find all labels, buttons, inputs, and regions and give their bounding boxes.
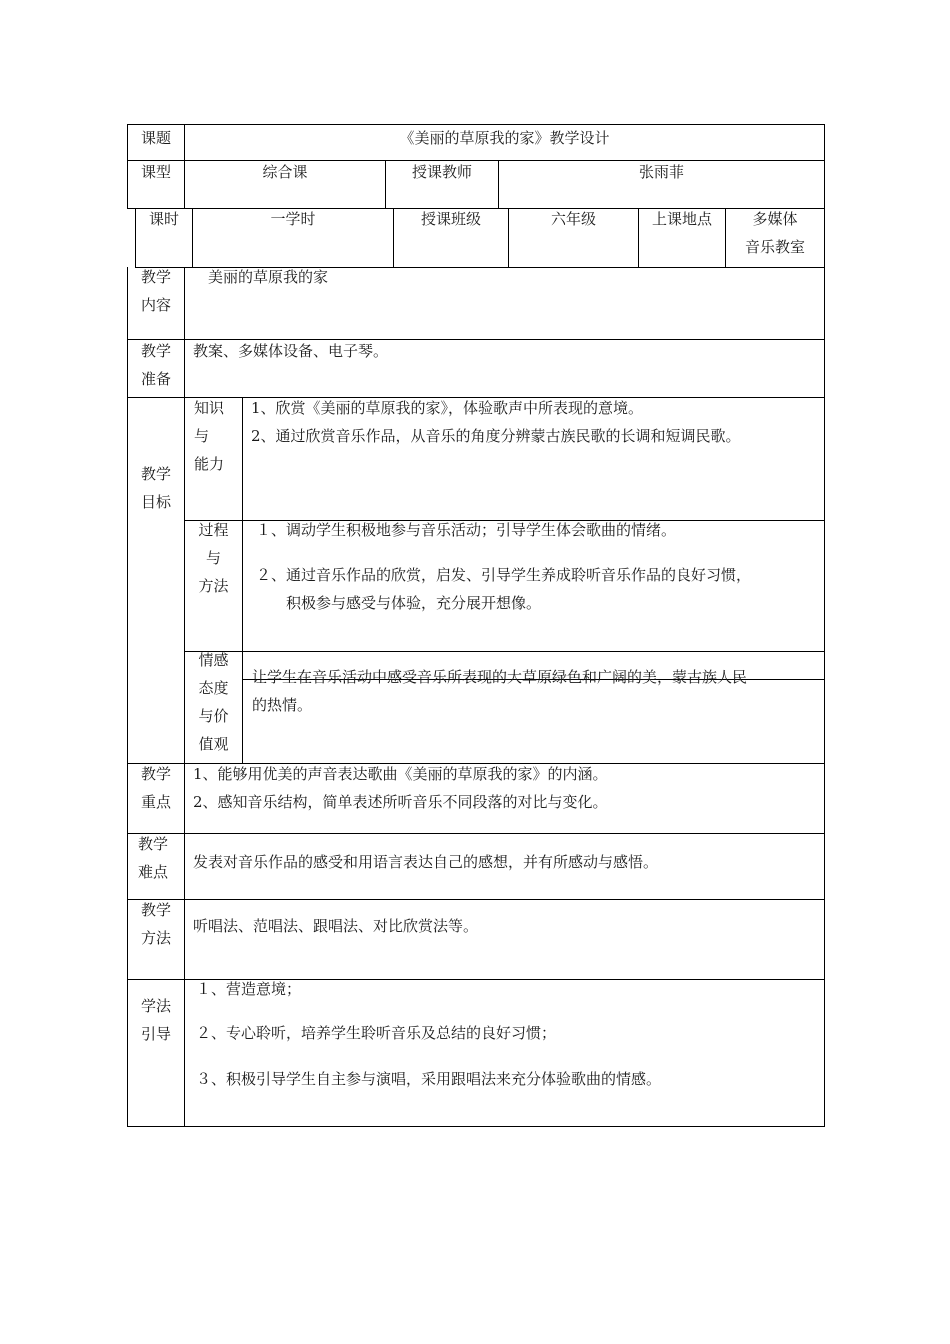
key-line-2: 2、感知音乐结构，简单表述所听音乐不同段落的对比与变化。 (193, 793, 608, 811)
process-label-line-2: 与 (205, 549, 221, 567)
knowledge-line-1: 1、欣赏《美丽的草原我的家》，体验歌声中所表现的意境。 (251, 399, 644, 417)
process-label-line-3: 方法 (198, 577, 229, 595)
study-label-line-2: 引导 (140, 1025, 171, 1043)
place-value-line-2: 音乐教室 (744, 238, 805, 256)
knowledge-label-line-3: 能力 (194, 455, 225, 473)
process-line-1: １、调动学生积极地参与音乐活动；引导学生体会歌曲的情绪。 (256, 521, 677, 539)
table-border (824, 208, 825, 267)
class-value: 六年级 (550, 210, 596, 228)
key-label-line-2: 重点 (140, 793, 171, 811)
process-line-2: ２、通过音乐作品的欣赏，启发、引导学生养成聆听音乐作品的良好习惯， (256, 566, 752, 584)
difficulty-label-line-2: 难点 (137, 863, 168, 881)
study-line-2: ２、专心聆听，培养学生聆听音乐及总结的良好习惯； (196, 1024, 557, 1042)
process-line-3: 积极参与感受与体验，充分展开想像。 (286, 594, 542, 612)
method-label-line-1: 教学 (140, 901, 171, 919)
type-value: 综合课 (262, 163, 308, 181)
teacher-value: 张雨菲 (638, 163, 684, 181)
study-line-3: ３、积极引导学生自主参与演唱，采用跟唱法来充分体验歌曲的情感。 (196, 1070, 662, 1088)
table-border (184, 651, 825, 652)
emotion-label-line-2: 态度 (198, 679, 229, 697)
table-border (824, 267, 825, 1126)
key-label-line-1: 教学 (140, 765, 171, 783)
content-label-line-1: 教学 (140, 268, 171, 286)
prep-text: 教案、多媒体设备、电子琴。 (193, 342, 389, 360)
process-label-line-1: 过程 (198, 521, 229, 539)
class-label: 授课班级 (420, 210, 481, 228)
goals-label-line-2: 目标 (140, 493, 171, 511)
hours-label: 课时 (148, 210, 179, 228)
difficulty-label-line-1: 教学 (137, 835, 168, 853)
prep-label-line-1: 教学 (140, 342, 171, 360)
hours-value: 一学时 (270, 210, 316, 228)
table-border (242, 397, 243, 763)
topic-label: 课题 (140, 129, 171, 147)
study-line-1: １、营造意境； (196, 980, 302, 998)
table-border (127, 899, 825, 900)
teacher-label: 授课教师 (411, 163, 472, 181)
emotion-line-2: 的热情。 (252, 696, 313, 714)
knowledge-label-line-1: 知识 (194, 399, 225, 417)
method-label-line-2: 方法 (140, 929, 171, 947)
content-label-line-2: 内容 (140, 296, 171, 314)
place-label: 上课地点 (651, 210, 712, 228)
knowledge-line-2: 2、通过欣赏音乐作品，从音乐的角度分辨蒙古族民歌的长调和短调民歌。 (251, 427, 741, 445)
emotion-label-line-1: 情感 (198, 651, 229, 669)
key-line-1: 1、能够用优美的声音表达歌曲《美丽的草原我的家》的内涵。 (193, 765, 608, 783)
goals-label-line-1: 教学 (140, 465, 171, 483)
table-border (127, 833, 825, 834)
place-value-line-1: 多媒体 (752, 210, 798, 228)
study-label-line-1: 学法 (140, 997, 171, 1015)
table-border (127, 1126, 825, 1127)
table-border (824, 124, 825, 208)
prep-label-line-2: 准备 (140, 370, 171, 388)
knowledge-label-line-2: 与 (194, 427, 210, 445)
type-label: 课型 (140, 163, 171, 181)
topic-value: 《美丽的草原我的家》教学设计 (399, 129, 610, 147)
emotion-label-line-4: 值观 (198, 735, 229, 753)
difficulty-text: 发表对音乐作品的感受和用语言表达自己的感想，并有所感动与感悟。 (193, 853, 659, 871)
emotion-label-line-3: 与价 (198, 707, 229, 725)
content-text: 美丽的草原我的家 (208, 268, 329, 286)
emotion-line-1: 让学生在音乐活动中感受音乐所表现的大草原绿色和广阔的美，蒙古族人民 (252, 668, 748, 686)
method-text: 听唱法、范唱法、跟唱法、对比欣赏法等。 (193, 917, 479, 935)
